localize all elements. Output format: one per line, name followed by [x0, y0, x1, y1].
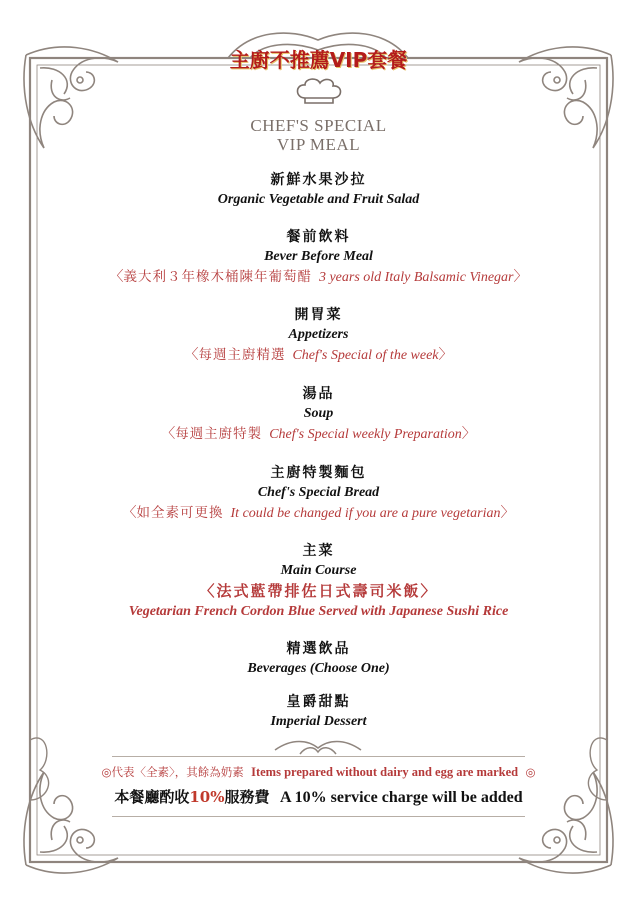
- course-bread: [60, 464, 577, 525]
- service-charge-note: 本餐廳酌收10%服務費 A 10% service charge will be added: [114, 788, 523, 806]
- course-name-cn: 主菜: [302, 543, 335, 559]
- course-name-cn: 開胃菜: [294, 307, 343, 323]
- course-soup: [60, 385, 577, 446]
- course-beverage-before-meal: [60, 228, 577, 289]
- course-salad: [60, 171, 577, 209]
- divider-bottom: [112, 816, 525, 817]
- course-name-cn: 主廚特製麵包: [270, 465, 367, 481]
- course-name-en: Imperial Dessert: [270, 714, 367, 729]
- course-name-en: Chef's Special Bread: [257, 485, 380, 500]
- chef-hat-icon: [293, 76, 345, 106]
- menu-title-chinese: 主廚不推薦VIP套餐: [229, 48, 408, 72]
- course-name-en: Main Course: [280, 563, 357, 578]
- course-name-en: Organic Vegetable and Fruit Salad: [217, 192, 420, 207]
- vegan-legend: ◎代表〈全素〉，其餘為奶素 Items prepared without dairy and egg are marked ◎: [101, 765, 536, 779]
- course-name-en: Bever Before Meal: [264, 249, 373, 264]
- course-name-cn: 餐前飲料: [286, 229, 351, 245]
- course-appetizers: [60, 306, 577, 367]
- course-name-cn: 湯品: [302, 386, 335, 402]
- course-note: 〈每週主廚精選 Chef's Special of the week〉: [184, 347, 453, 363]
- course-note: 〈如全素可更換 It could be changed if you are a pure vegetarian〉: [122, 505, 515, 521]
- course-name-cn: 精選飲品: [286, 641, 351, 657]
- course-name-cn: 皇爵甜點: [286, 694, 351, 710]
- title-line-1: CHEF'S SPECIAL: [250, 116, 387, 135]
- course-note: 〈每週主廚特製 Chef's Special weekly Preparation〉: [161, 426, 476, 442]
- course-name-en: Soup: [303, 406, 334, 421]
- divider-top: [112, 756, 525, 757]
- course-main: [60, 542, 577, 622]
- course-name-cn: 新鮮水果沙拉: [270, 172, 367, 188]
- course-dessert: [60, 693, 577, 731]
- course-name-en: Appetizers: [288, 327, 349, 342]
- title-line-2: VIP MEAL: [276, 135, 361, 154]
- course-beverages: [60, 640, 577, 678]
- bottom-ornament-icon: [275, 742, 361, 755]
- main-dish-en: Vegetarian French Cordon Blue Served with Japanese Sushi Rice: [128, 604, 509, 619]
- course-name-en: Beverages (Choose One): [247, 661, 390, 676]
- menu-title-english: [0, 116, 637, 154]
- course-note: 〈義大利３年橡木桶陳年葡萄醋 3 years old Italy Balsamic Vinegar〉: [109, 269, 528, 285]
- main-dish-cn: 〈法式藍帶排佐日式壽司米飯〉: [199, 582, 438, 600]
